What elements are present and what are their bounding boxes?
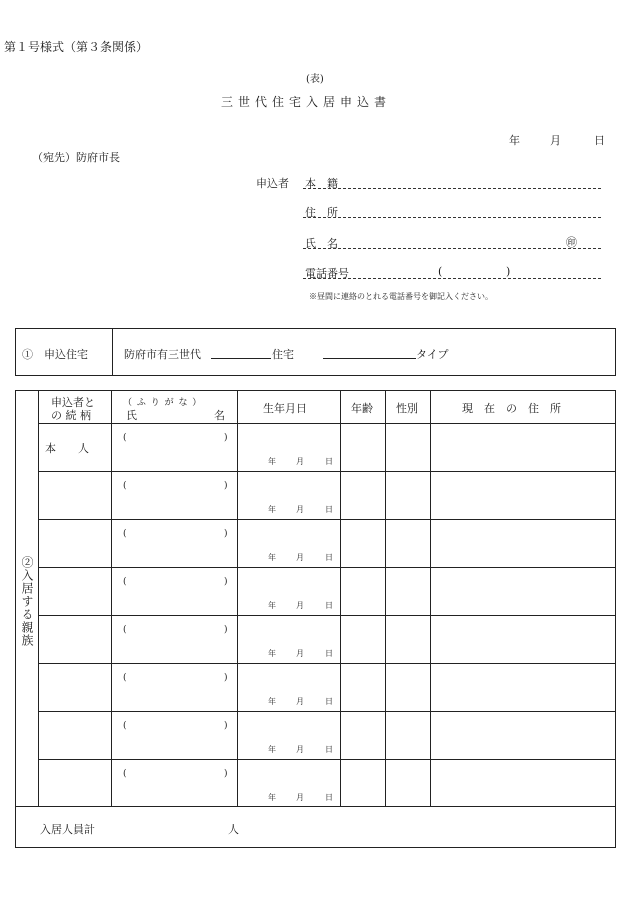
row-birth-day: 日 — [325, 553, 333, 562]
row-divider — [38, 567, 616, 568]
row-furigana-open: ( — [123, 529, 127, 539]
section1-prefix: 防府市有三世代 — [124, 348, 201, 361]
row-furigana-close: ) — [224, 721, 228, 731]
row-furigana-open: ( — [123, 721, 127, 731]
row-furigana-open: ( — [123, 673, 127, 683]
total-label: 入居人員計 — [40, 823, 95, 836]
row-birth-month: 月 — [296, 457, 304, 466]
addressee: （宛先）防府市長 — [32, 151, 120, 164]
row-furigana-close: ) — [224, 481, 228, 491]
phone-label: 電話番号 — [305, 267, 349, 280]
row-divider — [38, 711, 616, 712]
family-side-divider — [38, 390, 39, 807]
row-birth-year: 年 — [268, 601, 276, 610]
section1-box — [15, 328, 616, 376]
row-divider — [38, 519, 616, 520]
row-furigana-close: ) — [224, 673, 228, 683]
document-title: 三世代住宅入居申込書 — [221, 95, 392, 109]
header-sex: 性別 — [396, 402, 418, 415]
row-divider — [38, 423, 616, 424]
address-field[interactable] — [303, 217, 601, 218]
honseki-label: 本 籍 — [305, 177, 338, 190]
name-field[interactable] — [303, 248, 601, 249]
section1-suffix: タイプ — [416, 348, 449, 361]
col-line-3 — [340, 390, 341, 807]
date-month-label: 月 — [550, 134, 561, 147]
family-table — [15, 390, 616, 848]
row-birth-day: 日 — [325, 457, 333, 466]
row-birth-month: 月 — [296, 745, 304, 754]
row-birth-month: 月 — [296, 649, 304, 658]
col-line-5 — [430, 390, 431, 807]
row-divider — [38, 759, 616, 760]
row-divider — [38, 471, 616, 472]
row-birth-year: 年 — [268, 697, 276, 706]
phone-field[interactable] — [303, 278, 601, 279]
row-furigana-close: ) — [224, 625, 228, 635]
housing-type-field[interactable] — [323, 358, 416, 359]
row-birth-year: 年 — [268, 649, 276, 658]
applicant-label: 申込者 — [256, 177, 289, 190]
row-furigana-open: ( — [123, 625, 127, 635]
row-furigana-open: ( — [123, 769, 127, 779]
header-age: 年齢 — [351, 402, 373, 415]
header-address: 現 在 の 住 所 — [462, 402, 561, 415]
date-day-label: 日 — [594, 134, 605, 147]
phone-paren-open: ( — [438, 265, 443, 278]
row-divider — [38, 663, 616, 664]
header-relation-2: の 続 柄 — [51, 409, 91, 422]
row-furigana-close: ) — [224, 577, 228, 587]
row-furigana-close: ) — [224, 769, 228, 779]
row-birth-day: 日 — [325, 793, 333, 802]
address-label: 住 所 — [305, 206, 338, 219]
header-name-right: 名 — [214, 409, 225, 422]
section1-divider — [112, 328, 113, 376]
col-line-2 — [237, 390, 238, 807]
header-relation-1: 申込者と — [51, 396, 95, 409]
row-furigana-close: ) — [224, 433, 228, 443]
phone-note: ※昼間に連絡のとれる電話番号を御記入ください。 — [309, 292, 493, 301]
row-furigana-open: ( — [123, 577, 127, 587]
seal-mark: ㊞ — [566, 236, 577, 249]
row-furigana-open: ( — [123, 481, 127, 491]
row-birth-day: 日 — [325, 505, 333, 514]
form-number: 第１号様式（第３条関係） — [4, 40, 149, 54]
row-relation[interactable]: 本 人 — [45, 442, 89, 455]
row-divider — [38, 615, 616, 616]
row-birth-month: 月 — [296, 553, 304, 562]
col-line-1 — [111, 390, 112, 807]
family-side-label: ②入居する親族 — [20, 556, 34, 647]
row-furigana-close: ) — [224, 529, 228, 539]
housing-name-field[interactable] — [211, 358, 271, 359]
phone-paren-close: ) — [506, 265, 511, 278]
row-birth-month: 月 — [296, 505, 304, 514]
row-birth-day: 日 — [325, 649, 333, 658]
total-divider — [15, 806, 616, 807]
row-birth-year: 年 — [268, 745, 276, 754]
row-birth-month: 月 — [296, 697, 304, 706]
row-birth-year: 年 — [268, 793, 276, 802]
row-birth-day: 日 — [325, 601, 333, 610]
row-birth-year: 年 — [268, 505, 276, 514]
section1-label: ① 申込住宅 — [22, 348, 88, 361]
row-furigana-open: ( — [123, 433, 127, 443]
row-birth-month: 月 — [296, 793, 304, 802]
header-furigana: （ ふ り が な ） — [123, 398, 203, 408]
row-birth-day: 日 — [325, 745, 333, 754]
total-unit: 人 — [228, 823, 239, 836]
col-line-4 — [385, 390, 386, 807]
honseki-field[interactable] — [303, 188, 601, 189]
section1-middle: 住宅 — [272, 348, 294, 361]
name-label: 氏 名 — [305, 237, 338, 250]
side-label: (表) — [306, 74, 324, 85]
row-birth-year: 年 — [268, 553, 276, 562]
row-birth-month: 月 — [296, 601, 304, 610]
row-birth-day: 日 — [325, 697, 333, 706]
header-birthdate: 生年月日 — [263, 402, 307, 415]
header-name-left: 氏 — [126, 409, 137, 422]
row-birth-year: 年 — [268, 457, 276, 466]
date-year-label: 年 — [509, 134, 520, 147]
